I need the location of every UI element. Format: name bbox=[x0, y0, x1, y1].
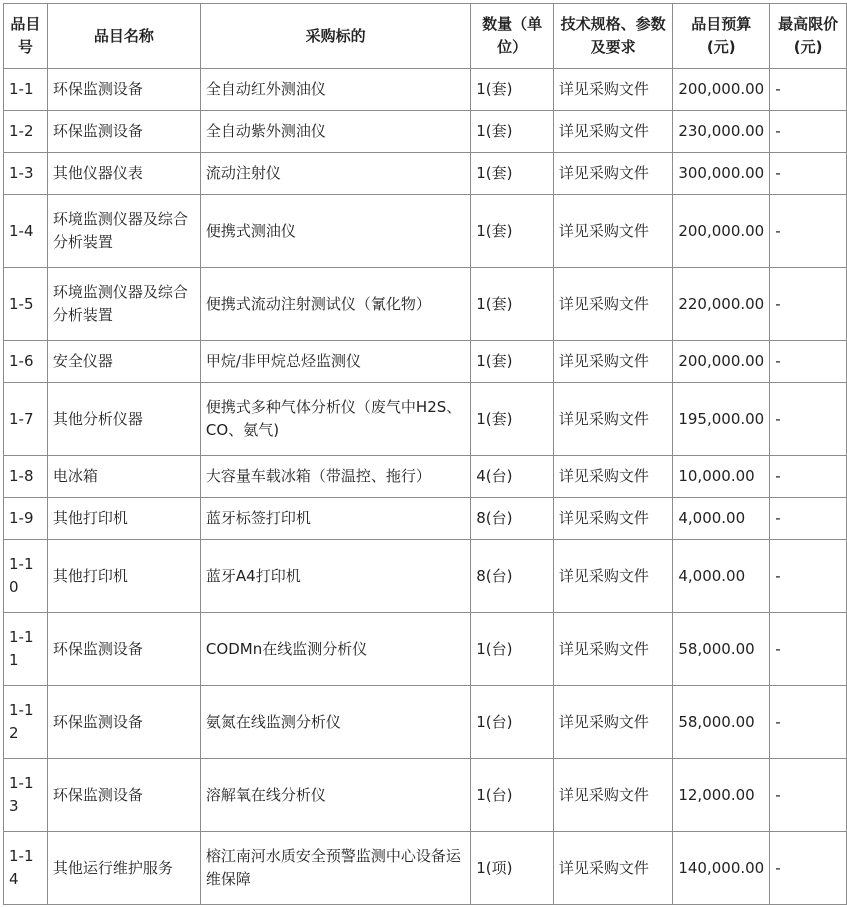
cell-max-price: - bbox=[770, 341, 847, 383]
cell-specifications: 详见采购文件 bbox=[553, 613, 672, 686]
cell-procurement-target: 便携式流动注射测试仪（氰化物） bbox=[200, 268, 470, 341]
cell-quantity: 1(套) bbox=[471, 111, 554, 153]
cell-item-number: 1-10 bbox=[4, 540, 48, 613]
cell-max-price: - bbox=[770, 613, 847, 686]
cell-procurement-target: 便携式多种气体分析仪（废气中H2S、CO、氨气) bbox=[200, 383, 470, 456]
cell-budget: 195,000.00 bbox=[673, 383, 770, 456]
cell-procurement-target: 便携式测油仪 bbox=[200, 195, 470, 268]
cell-procurement-target: 氨氮在线监测分析仪 bbox=[200, 686, 470, 759]
cell-item-number: 1-13 bbox=[4, 759, 48, 832]
cell-specifications: 详见采购文件 bbox=[553, 540, 672, 613]
cell-budget: 4,000.00 bbox=[673, 498, 770, 540]
table-row bbox=[4, 832, 847, 905]
cell-item-name: 安全仪器 bbox=[47, 341, 200, 383]
cell-max-price: - bbox=[770, 686, 847, 759]
table-row bbox=[4, 69, 847, 111]
cell-quantity: 1(套) bbox=[471, 383, 554, 456]
header-specifications: 技术规格、参数及要求 bbox=[553, 4, 672, 69]
header-item-number: 品目号 bbox=[4, 4, 48, 69]
table-row bbox=[4, 759, 847, 832]
cell-specifications: 详见采购文件 bbox=[553, 111, 672, 153]
cell-budget: 10,000.00 bbox=[673, 456, 770, 498]
cell-item-number: 1-5 bbox=[4, 268, 48, 341]
table-row bbox=[4, 383, 847, 456]
cell-quantity: 1(套) bbox=[471, 268, 554, 341]
header-procurement-target: 采购标的 bbox=[200, 4, 470, 69]
cell-item-number: 1-8 bbox=[4, 456, 48, 498]
cell-item-number: 1-6 bbox=[4, 341, 48, 383]
cell-max-price: - bbox=[770, 456, 847, 498]
cell-specifications: 详见采购文件 bbox=[553, 268, 672, 341]
cell-procurement-target: 流动注射仪 bbox=[200, 153, 470, 195]
cell-procurement-target: 榕江南河水质安全预警监测中心设备运维保障 bbox=[200, 832, 470, 905]
table-row bbox=[4, 111, 847, 153]
cell-quantity: 1(套) bbox=[471, 69, 554, 111]
cell-procurement-target: 溶解氧在线分析仪 bbox=[200, 759, 470, 832]
cell-specifications: 详见采购文件 bbox=[553, 69, 672, 111]
cell-specifications: 详见采购文件 bbox=[553, 832, 672, 905]
cell-item-name: 环保监测设备 bbox=[47, 111, 200, 153]
cell-max-price: - bbox=[770, 195, 847, 268]
cell-item-number: 1-3 bbox=[4, 153, 48, 195]
cell-item-name: 环保监测设备 bbox=[47, 613, 200, 686]
cell-item-name: 其他打印机 bbox=[47, 540, 200, 613]
cell-item-name: 环保监测设备 bbox=[47, 759, 200, 832]
cell-quantity: 1(台) bbox=[471, 759, 554, 832]
cell-item-name: 环保监测设备 bbox=[47, 69, 200, 111]
cell-max-price: - bbox=[770, 111, 847, 153]
header-max-price: 最高限价(元) bbox=[770, 4, 847, 69]
cell-item-number: 1-2 bbox=[4, 111, 48, 153]
table-row bbox=[4, 268, 847, 341]
cell-budget: 12,000.00 bbox=[673, 759, 770, 832]
cell-item-number: 1-14 bbox=[4, 832, 48, 905]
cell-procurement-target: 甲烷/非甲烷总烃监测仪 bbox=[200, 341, 470, 383]
cell-budget: 300,000.00 bbox=[673, 153, 770, 195]
table-row bbox=[4, 613, 847, 686]
cell-procurement-target: 大容量车载冰箱（带温控、拖行） bbox=[200, 456, 470, 498]
cell-budget: 200,000.00 bbox=[673, 69, 770, 111]
cell-item-name: 电冰箱 bbox=[47, 456, 200, 498]
cell-budget: 220,000.00 bbox=[673, 268, 770, 341]
cell-quantity: 1(套) bbox=[471, 153, 554, 195]
cell-procurement-target: 蓝牙标签打印机 bbox=[200, 498, 470, 540]
cell-specifications: 详见采购文件 bbox=[553, 456, 672, 498]
cell-item-number: 1-1 bbox=[4, 69, 48, 111]
cell-procurement-target: 蓝牙A4打印机 bbox=[200, 540, 470, 613]
cell-quantity: 1(台) bbox=[471, 613, 554, 686]
header-item-name: 品目名称 bbox=[47, 4, 200, 69]
cell-max-price: - bbox=[770, 498, 847, 540]
cell-procurement-target: CODMn在线监测分析仪 bbox=[200, 613, 470, 686]
cell-specifications: 详见采购文件 bbox=[553, 341, 672, 383]
cell-quantity: 1(台) bbox=[471, 686, 554, 759]
cell-quantity: 1(项) bbox=[471, 832, 554, 905]
cell-item-name: 环境监测仪器及综合分析装置 bbox=[47, 268, 200, 341]
table-row bbox=[4, 498, 847, 540]
cell-specifications: 详见采购文件 bbox=[553, 383, 672, 456]
cell-item-name: 其他仪器仪表 bbox=[47, 153, 200, 195]
table-row bbox=[4, 341, 847, 383]
cell-budget: 4,000.00 bbox=[673, 540, 770, 613]
cell-budget: 200,000.00 bbox=[673, 195, 770, 268]
procurement-table bbox=[3, 3, 847, 905]
cell-item-number: 1-12 bbox=[4, 686, 48, 759]
cell-specifications: 详见采购文件 bbox=[553, 153, 672, 195]
cell-max-price: - bbox=[770, 759, 847, 832]
cell-budget: 200,000.00 bbox=[673, 341, 770, 383]
cell-specifications: 详见采购文件 bbox=[553, 498, 672, 540]
cell-item-name: 其他分析仪器 bbox=[47, 383, 200, 456]
cell-max-price: - bbox=[770, 268, 847, 341]
cell-item-number: 1-9 bbox=[4, 498, 48, 540]
cell-item-number: 1-4 bbox=[4, 195, 48, 268]
cell-quantity: 8(台) bbox=[471, 540, 554, 613]
cell-specifications: 详见采购文件 bbox=[553, 686, 672, 759]
cell-max-price: - bbox=[770, 69, 847, 111]
cell-specifications: 详见采购文件 bbox=[553, 195, 672, 268]
cell-max-price: - bbox=[770, 383, 847, 456]
cell-quantity: 1(套) bbox=[471, 341, 554, 383]
cell-budget: 58,000.00 bbox=[673, 686, 770, 759]
table-row bbox=[4, 153, 847, 195]
cell-quantity: 8(台) bbox=[471, 498, 554, 540]
cell-item-name: 其他打印机 bbox=[47, 498, 200, 540]
cell-quantity: 1(套) bbox=[471, 195, 554, 268]
cell-item-name: 环保监测设备 bbox=[47, 686, 200, 759]
table-header-row bbox=[4, 4, 847, 69]
cell-quantity: 4(台) bbox=[471, 456, 554, 498]
header-budget: 品目预算(元) bbox=[673, 4, 770, 69]
table-row bbox=[4, 540, 847, 613]
table-row bbox=[4, 456, 847, 498]
cell-procurement-target: 全自动紫外测油仪 bbox=[200, 111, 470, 153]
cell-max-price: - bbox=[770, 832, 847, 905]
cell-max-price: - bbox=[770, 540, 847, 613]
cell-budget: 140,000.00 bbox=[673, 832, 770, 905]
cell-specifications: 详见采购文件 bbox=[553, 759, 672, 832]
cell-item-name: 环境监测仪器及综合分析装置 bbox=[47, 195, 200, 268]
cell-procurement-target: 全自动红外测油仪 bbox=[200, 69, 470, 111]
cell-max-price: - bbox=[770, 153, 847, 195]
table-row bbox=[4, 686, 847, 759]
table-row bbox=[4, 195, 847, 268]
cell-item-name: 其他运行维护服务 bbox=[47, 832, 200, 905]
cell-item-number: 1-7 bbox=[4, 383, 48, 456]
cell-budget: 230,000.00 bbox=[673, 111, 770, 153]
cell-item-number: 1-11 bbox=[4, 613, 48, 686]
cell-budget: 58,000.00 bbox=[673, 613, 770, 686]
header-quantity: 数量（单位） bbox=[471, 4, 554, 69]
